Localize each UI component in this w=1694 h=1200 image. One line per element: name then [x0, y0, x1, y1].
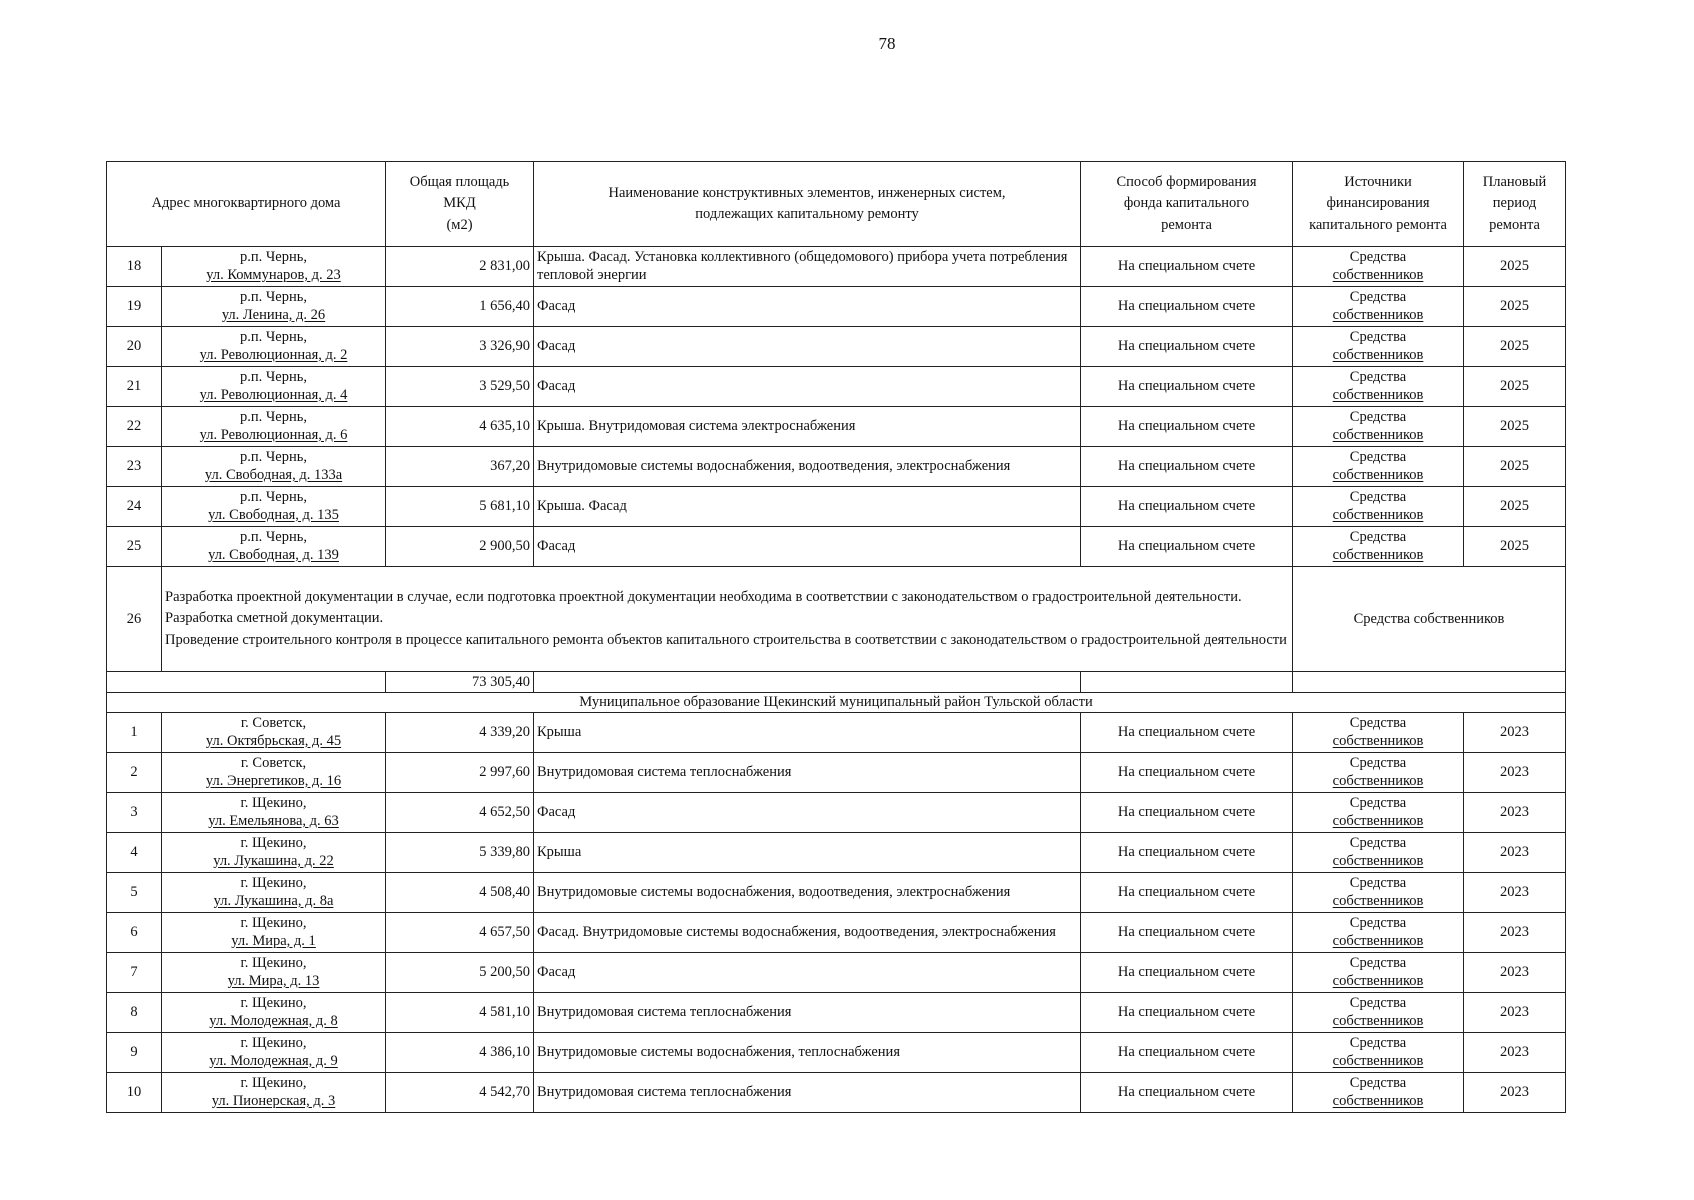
work-cell: Фасад: [534, 367, 1081, 407]
address-street: ул. Революционная, д. 2: [199, 346, 348, 363]
source-cell: [1293, 1073, 1464, 1113]
header-address: Адрес многоквартирного дома: [107, 162, 386, 247]
address-street: ул. Мира, д. 13: [227, 972, 320, 989]
address-street: ул. Лукашина, д. 22: [213, 852, 334, 869]
row-number: 20: [107, 327, 162, 367]
address-street: ул. Свободная, д. 133а: [204, 466, 343, 483]
section-title: Муниципальное образование Щекинский муниципальный район Тульской области: [107, 693, 1566, 713]
area-cell: 5 339,80: [386, 833, 534, 873]
area-cell: 1 656,40: [386, 287, 534, 327]
header-source: Источники финансирования капитального ремонта: [1293, 162, 1464, 247]
address-city: г. Советск,: [240, 755, 307, 772]
method-cell: На специальном счете: [1081, 993, 1293, 1033]
address-city: г. Щекино,: [240, 795, 307, 812]
source-cell: [1293, 993, 1464, 1033]
source-line: Средства: [1349, 1075, 1407, 1092]
work-cell: Внутридомовые системы водоснабжения, водоотведения, электроснабжения: [534, 447, 1081, 487]
source-line: Средства: [1349, 995, 1407, 1012]
rows-part2: [107, 713, 1566, 1113]
table-row: [107, 527, 1566, 567]
address-cell: [162, 953, 386, 993]
table-row: [107, 993, 1566, 1033]
period-cell: 2023: [1464, 1073, 1566, 1113]
method-cell: На специальном счете: [1081, 873, 1293, 913]
source-line: Средства: [1349, 249, 1407, 266]
table-row: [107, 873, 1566, 913]
work-cell: Внутридомовые системы водоснабжения, водоотведения, электроснабжения: [534, 873, 1081, 913]
source-line: собственников: [1332, 546, 1424, 563]
method-cell: На специальном счете: [1081, 407, 1293, 447]
row26-line: Проведение строительного контроля в процессе капитального ремонта объектов капитального строительства в соответствии с законодательством о градостроительной деятельности: [165, 631, 1287, 648]
address-street: ул. Молодежная, д. 9: [209, 1052, 338, 1069]
row26-line: Разработка сметной документации.: [165, 610, 384, 627]
period-cell: 2025: [1464, 527, 1566, 567]
method-cell: На специальном счете: [1081, 833, 1293, 873]
header-method: Способ формирования фонда капитального ремонта: [1081, 162, 1293, 247]
row-26-group: [107, 567, 1566, 713]
work-cell: Фасад: [534, 287, 1081, 327]
header-period: Плановый период ремонта: [1464, 162, 1566, 247]
source-line: собственников: [1332, 972, 1424, 989]
source-line: Средства: [1349, 489, 1407, 506]
source-line: собственников: [1332, 386, 1424, 403]
address-cell: [162, 447, 386, 487]
address-cell: [162, 913, 386, 953]
table-row: [107, 487, 1566, 527]
work-cell: Внутридомовая система теплоснабжения: [534, 1073, 1081, 1113]
table-row: [107, 1033, 1566, 1073]
method-cell: На специальном счете: [1081, 487, 1293, 527]
address-street: ул. Свободная, д. 135: [208, 506, 339, 523]
table-row: [107, 567, 1566, 672]
source-cell: [1293, 873, 1464, 913]
row-number: 1: [107, 713, 162, 753]
table-row: [107, 407, 1566, 447]
address-cell: [162, 713, 386, 753]
source-cell: [1293, 833, 1464, 873]
method-cell: На специальном счете: [1081, 1033, 1293, 1073]
source-cell: [1293, 487, 1464, 527]
row-number: 24: [107, 487, 162, 527]
address-cell: [162, 527, 386, 567]
source-cell: [1293, 913, 1464, 953]
address-city: р.п. Чернь,: [240, 489, 307, 506]
row-number: 10: [107, 1073, 162, 1113]
address-city: г. Щекино,: [240, 1075, 307, 1092]
row-number: 18: [107, 247, 162, 287]
table-row: [107, 833, 1566, 873]
address-street: ул. Свободная, д. 139: [208, 546, 339, 563]
address-cell: [162, 993, 386, 1033]
work-cell: Крыша. Фасад: [534, 487, 1081, 527]
source-line: Средства: [1349, 715, 1407, 732]
source-cell: [1293, 1033, 1464, 1073]
row-number: 25: [107, 527, 162, 567]
source-line: собственников: [1332, 306, 1424, 323]
source-line: Средства: [1349, 875, 1407, 892]
table-row: [107, 367, 1566, 407]
row26-description: [162, 567, 1293, 672]
area-cell: 367,20: [386, 447, 534, 487]
source-cell: [1293, 447, 1464, 487]
total-area: 73 305,40: [386, 672, 534, 693]
source-line: Средства: [1349, 289, 1407, 306]
row-number: 21: [107, 367, 162, 407]
address-cell: [162, 247, 386, 287]
source-line: собственников: [1332, 1012, 1424, 1029]
source-line: собственников: [1332, 812, 1424, 829]
source-line: собственников: [1332, 852, 1424, 869]
period-cell: 2023: [1464, 793, 1566, 833]
source-line: Средства: [1349, 835, 1407, 852]
address-city: г. Щекино,: [240, 915, 307, 932]
period-cell: 2025: [1464, 407, 1566, 447]
address-city: р.п. Чернь,: [240, 449, 307, 466]
source-line: Средства: [1349, 955, 1407, 972]
source-line: собственников: [1332, 932, 1424, 949]
area-cell: 2 831,00: [386, 247, 534, 287]
table-row: [107, 327, 1566, 367]
header-area: Общая площадь МКД (м2): [386, 162, 534, 247]
method-cell: На специальном счете: [1081, 247, 1293, 287]
method-cell: На специальном счете: [1081, 287, 1293, 327]
period-cell: 2025: [1464, 487, 1566, 527]
address-city: р.п. Чернь,: [240, 289, 307, 306]
total-empty: [534, 672, 1081, 693]
period-cell: 2025: [1464, 287, 1566, 327]
address-city: р.п. Чернь,: [240, 249, 307, 266]
area-cell: 4 386,10: [386, 1033, 534, 1073]
address-cell: [162, 793, 386, 833]
address-cell: [162, 287, 386, 327]
row26-line: Разработка проектной документации в случае, если подготовка проектной документации необходима в соответствии с законодательством о градостроительной деятельности.: [165, 589, 1242, 606]
source-line: Средства: [1349, 755, 1407, 772]
work-cell: Внутридомовые системы водоснабжения, теплоснабжения: [534, 1033, 1081, 1073]
table-row: [107, 447, 1566, 487]
source-line: собственников: [1332, 466, 1424, 483]
area-cell: 4 542,70: [386, 1073, 534, 1113]
source-line: собственников: [1332, 506, 1424, 523]
address-cell: [162, 367, 386, 407]
work-cell: Фасад: [534, 527, 1081, 567]
method-cell: На специальном счете: [1081, 913, 1293, 953]
table-row: [107, 953, 1566, 993]
address-street: ул. Коммунаров, д. 23: [206, 266, 341, 283]
table-row: [107, 713, 1566, 753]
period-cell: 2025: [1464, 327, 1566, 367]
row-number: 8: [107, 993, 162, 1033]
source-cell: [1293, 753, 1464, 793]
source-cell: [1293, 953, 1464, 993]
method-cell: На специальном счете: [1081, 447, 1293, 487]
address-city: г. Щекино,: [240, 1035, 307, 1052]
address-city: г. Щекино,: [240, 955, 307, 972]
method-cell: На специальном счете: [1081, 713, 1293, 753]
address-city: р.п. Чернь,: [240, 529, 307, 546]
row-number: 23: [107, 447, 162, 487]
table-header-row: [107, 162, 1566, 247]
source-cell: [1293, 713, 1464, 753]
row26-source: Средства собственников: [1293, 567, 1566, 672]
method-cell: На специальном счете: [1081, 953, 1293, 993]
address-street: ул. Революционная, д. 6: [199, 426, 348, 443]
work-cell: Фасад: [534, 793, 1081, 833]
table-row: [107, 753, 1566, 793]
area-cell: 4 652,50: [386, 793, 534, 833]
row-number: 3: [107, 793, 162, 833]
address-street: ул. Ленина, д. 26: [221, 306, 326, 323]
source-line: Средства: [1349, 915, 1407, 932]
method-cell: На специальном счете: [1081, 1073, 1293, 1113]
area-cell: 4 581,10: [386, 993, 534, 1033]
address-city: р.п. Чернь,: [240, 369, 307, 386]
address-cell: [162, 407, 386, 447]
area-cell: 3 529,50: [386, 367, 534, 407]
table-row: [107, 913, 1566, 953]
address-street: ул. Лукашина, д. 8а: [213, 892, 334, 909]
source-cell: [1293, 327, 1464, 367]
area-cell: 4 657,50: [386, 913, 534, 953]
source-cell: [1293, 367, 1464, 407]
address-street: ул. Октябрьская, д. 45: [205, 732, 342, 749]
address-cell: [162, 487, 386, 527]
address-street: ул. Революционная, д. 4: [199, 386, 348, 403]
row-number: 19: [107, 287, 162, 327]
source-line: Средства: [1349, 329, 1407, 346]
work-cell: Фасад. Внутридомовые системы водоснабжения, водоотведения, электроснабжения: [534, 913, 1081, 953]
area-cell: 4 508,40: [386, 873, 534, 913]
area-cell: 2 997,60: [386, 753, 534, 793]
source-line: собственников: [1332, 346, 1424, 363]
address-street: ул. Емельянова, д. 63: [208, 812, 339, 829]
address-cell: [162, 1033, 386, 1073]
address-cell: [162, 833, 386, 873]
total-empty: [107, 672, 386, 693]
work-cell: Фасад: [534, 327, 1081, 367]
area-cell: 2 900,50: [386, 527, 534, 567]
header-work: Наименование конструктивных элементов, инженерных систем, подлежащих капитальному ремонту: [534, 162, 1081, 247]
address-street: ул. Энергетиков, д. 16: [205, 772, 342, 789]
source-line: собственников: [1332, 772, 1424, 789]
address-street: ул. Мира, д. 1: [231, 932, 316, 949]
address-city: р.п. Чернь,: [240, 329, 307, 346]
address-city: г. Щекино,: [240, 835, 307, 852]
period-cell: 2025: [1464, 247, 1566, 287]
section-row: [107, 693, 1566, 713]
method-cell: На специальном счете: [1081, 753, 1293, 793]
work-cell: Крыша: [534, 713, 1081, 753]
address-street: ул. Пионерская, д. 3: [211, 1092, 336, 1109]
source-line: собственников: [1332, 892, 1424, 909]
source-line: Средства: [1349, 449, 1407, 466]
row-number: 26: [107, 567, 162, 672]
row-number: 6: [107, 913, 162, 953]
method-cell: На специальном счете: [1081, 527, 1293, 567]
period-cell: 2023: [1464, 713, 1566, 753]
total-row: [107, 672, 1566, 693]
source-line: собственников: [1332, 1052, 1424, 1069]
table-row: [107, 793, 1566, 833]
address-cell: [162, 873, 386, 913]
table-row: [107, 247, 1566, 287]
period-cell: 2025: [1464, 367, 1566, 407]
row-number: 7: [107, 953, 162, 993]
work-cell: Крыша. Фасад. Установка коллективного (общедомового) прибора учета потребления тепловой энергии: [534, 247, 1081, 287]
area-cell: 5 200,50: [386, 953, 534, 993]
source-line: Средства: [1349, 1035, 1407, 1052]
period-cell: 2023: [1464, 913, 1566, 953]
source-cell: [1293, 527, 1464, 567]
row-number: 2: [107, 753, 162, 793]
period-cell: 2023: [1464, 993, 1566, 1033]
work-cell: Крыша: [534, 833, 1081, 873]
method-cell: На специальном счете: [1081, 327, 1293, 367]
source-cell: [1293, 407, 1464, 447]
address-city: г. Советск,: [240, 715, 307, 732]
row-number: 9: [107, 1033, 162, 1073]
method-cell: На специальном счете: [1081, 793, 1293, 833]
work-cell: Фасад: [534, 953, 1081, 993]
table-row: [107, 287, 1566, 327]
page-number: 78: [878, 34, 896, 53]
source-line: Средства: [1349, 795, 1407, 812]
total-empty: [1081, 672, 1293, 693]
rows-part1: [107, 247, 1566, 567]
source-cell: [1293, 793, 1464, 833]
period-cell: 2023: [1464, 753, 1566, 793]
area-cell: 4 635,10: [386, 407, 534, 447]
total-empty: [1293, 672, 1566, 693]
address-city: г. Щекино,: [240, 995, 307, 1012]
table-row: [107, 1073, 1566, 1113]
address-cell: [162, 753, 386, 793]
address-street: ул. Молодежная, д. 8: [209, 1012, 338, 1029]
source-line: Средства: [1349, 369, 1407, 386]
period-cell: 2023: [1464, 1033, 1566, 1073]
work-cell: Крыша. Внутридомовая система электроснабжения: [534, 407, 1081, 447]
source-line: собственников: [1332, 426, 1424, 443]
area-cell: 5 681,10: [386, 487, 534, 527]
period-cell: 2023: [1464, 873, 1566, 913]
area-cell: 3 326,90: [386, 327, 534, 367]
source-line: Средства: [1349, 409, 1407, 426]
source-line: собственников: [1332, 732, 1424, 749]
work-cell: Внутридомовая система теплоснабжения: [534, 753, 1081, 793]
address-city: г. Щекино,: [240, 875, 307, 892]
period-cell: 2025: [1464, 447, 1566, 487]
repair-plan-table: [106, 161, 1566, 1113]
source-cell: [1293, 247, 1464, 287]
row-number: 22: [107, 407, 162, 447]
address-cell: [162, 1073, 386, 1113]
source-cell: [1293, 287, 1464, 327]
area-cell: 4 339,20: [386, 713, 534, 753]
work-cell: Внутридомовая система теплоснабжения: [534, 993, 1081, 1033]
row-number: 5: [107, 873, 162, 913]
method-cell: На специальном счете: [1081, 367, 1293, 407]
address-cell: [162, 327, 386, 367]
source-line: Средства: [1349, 529, 1407, 546]
period-cell: 2023: [1464, 953, 1566, 993]
row-number: 4: [107, 833, 162, 873]
source-line: собственников: [1332, 1092, 1424, 1109]
address-city: р.п. Чернь,: [240, 409, 307, 426]
source-line: собственников: [1332, 266, 1424, 283]
period-cell: 2023: [1464, 833, 1566, 873]
